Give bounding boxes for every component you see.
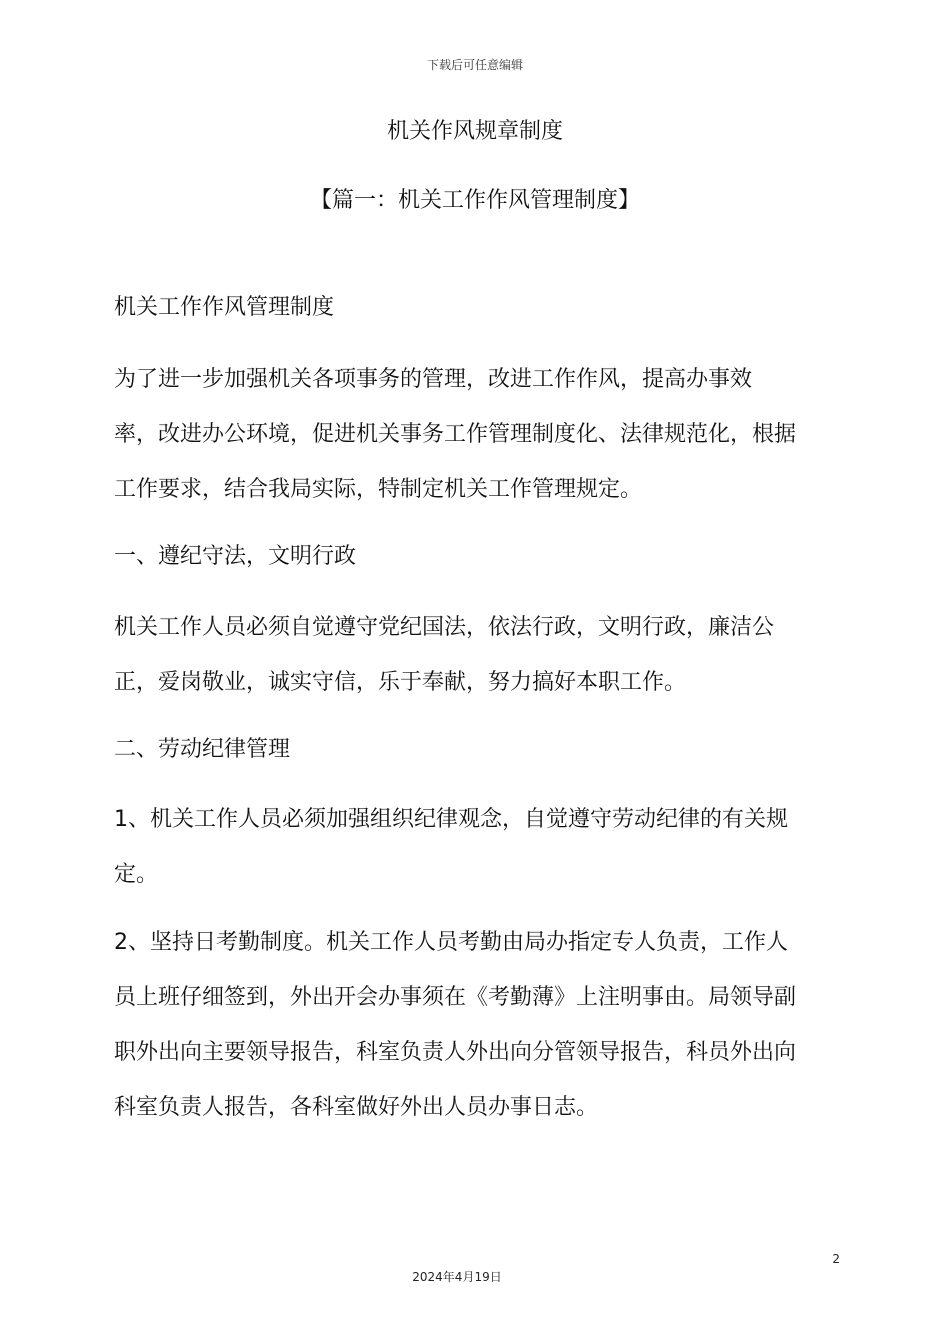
section-one-paragraph — [114, 600, 836, 710]
page-header-note: 下载后可任意编辑 — [426, 58, 523, 72]
document-title: 机关作风规章制度 — [386, 119, 563, 144]
paragraph-line: 2、坚持日考勤制度。机关工作人员考勤由局办指定专人负责，工作人 — [114, 930, 788, 955]
item-two-paragraph — [114, 915, 836, 1135]
section-heading-main: 机关工作作风管理制度 — [114, 295, 335, 320]
section-two-heading-block — [114, 722, 836, 777]
paragraph-line: 为了进一步加强机关各项事务的管理，改进工作作风，提高办事效 — [114, 367, 753, 392]
page-footer-date: 2024年4月19日 — [412, 1270, 502, 1284]
section-heading: 二、劳动纪律管理 — [114, 737, 291, 762]
document-body — [114, 280, 836, 335]
paragraph-line: 定。 — [114, 862, 159, 887]
paragraph-line: 工作要求，结合我局实际，特制定机关工作管理规定。 — [114, 477, 643, 502]
paragraph-line: 职外出向主要领导报告，科室负责人外出向分管领导报告，科员外出向 — [114, 1040, 797, 1065]
section-one-heading-block — [114, 529, 836, 584]
section-heading: 一、遵纪守法，文明行政 — [114, 544, 357, 569]
paragraph-line: 科室负责人报告，各科室做好外出人员办事日志。 — [114, 1095, 599, 1120]
paragraph-line: 正，爱岗敬业，诚实守信，乐于奉献，努力搞好本职工作。 — [114, 670, 687, 695]
paragraph-line: 1、机关工作人员必须加强组织纪律观念，自觉遵守劳动纪律的有关规 — [114, 807, 788, 832]
paragraph-line: 率，改进办公环境，促进机关事务工作管理制度化、法律规范化，根据 — [114, 422, 797, 447]
paragraph-line: 机关工作人员必须自觉遵守党纪国法，依法行政，文明行政，廉洁公 — [114, 615, 775, 640]
paragraph-line: 员上班仔细签到，外出开会办事须在《考勤薄》上注明事由。局领导副 — [114, 985, 797, 1010]
page-number: 2 — [832, 1252, 840, 1266]
document-subtitle: 【篇一：机关工作作风管理制度】 — [309, 188, 640, 213]
intro-paragraph — [114, 352, 836, 517]
item-one-paragraph — [114, 792, 836, 902]
